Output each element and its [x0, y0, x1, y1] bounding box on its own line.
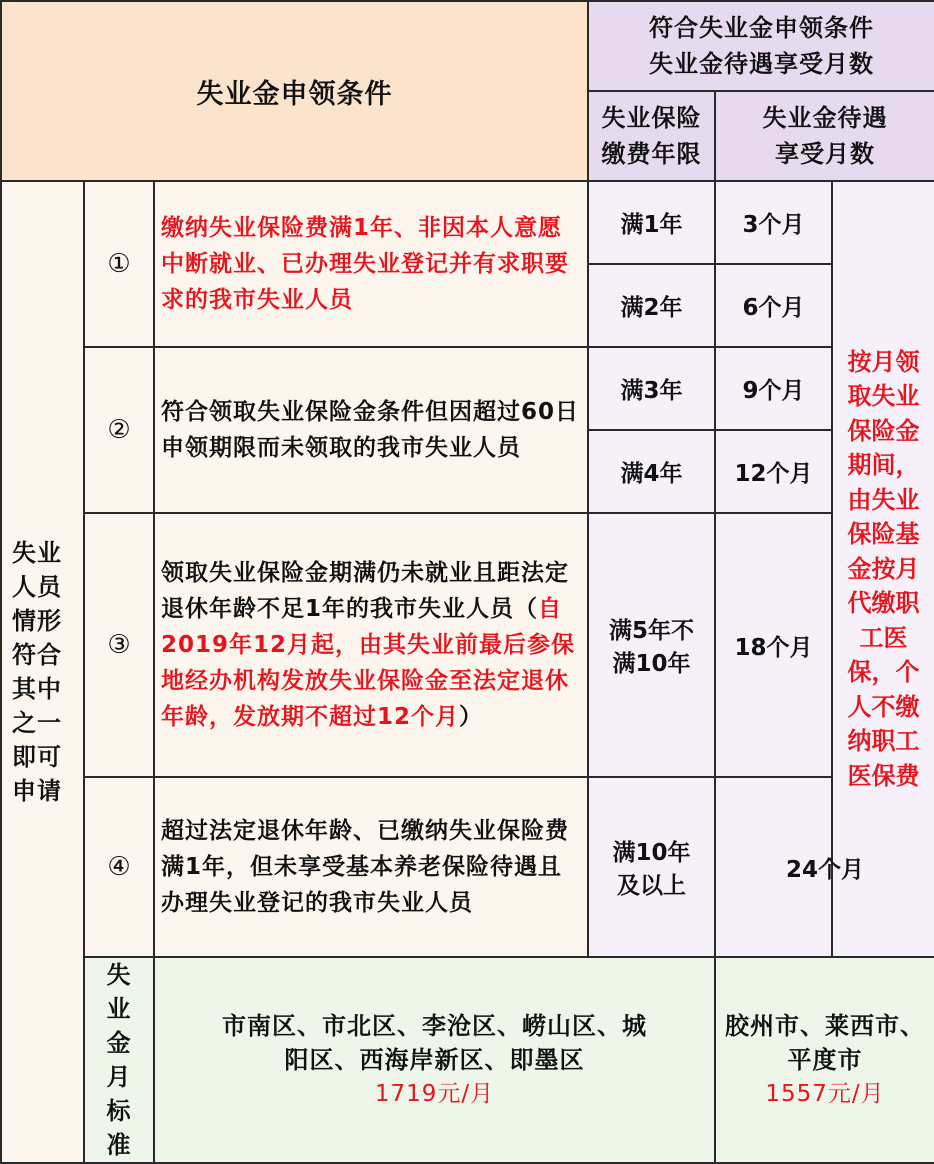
side-label-line: 其中 [12, 675, 62, 703]
note-line: 保，个 [847, 658, 920, 687]
duration-header [588, 1, 934, 91]
note-line: 保险金 [847, 416, 920, 445]
condition-text-tail: ） [459, 704, 484, 730]
note-line: 工医 [859, 623, 908, 652]
years-header-line1: 失业保险 [601, 104, 702, 132]
years-cell [588, 513, 715, 777]
note-line: 纳职工 [847, 727, 920, 756]
years-cell: 满4年 [588, 430, 715, 513]
note-line: 保险基 [847, 520, 920, 549]
months-header-line2: 享受月数 [775, 140, 876, 168]
years-cell: 满2年 [588, 264, 715, 347]
standard-label-line: 金月 [106, 1029, 132, 1091]
standard-label-line: 失业 [106, 961, 132, 1023]
note-line: 按月领 [847, 347, 920, 376]
condition-text [154, 347, 588, 513]
months-cell: 3个月 [715, 181, 832, 264]
side-label-line: 情形 [12, 607, 62, 635]
condition-text [154, 513, 588, 777]
urban-amount: 1719元/月 [374, 1081, 495, 1107]
months-cell: 18个月 [715, 513, 832, 777]
years-cell: 满1年 [588, 181, 715, 264]
note-line: 由失业 [847, 485, 920, 514]
years-line: 及以上 [617, 873, 686, 899]
months-cell: 24个月 [715, 777, 934, 957]
years-cell: 满3年 [588, 347, 715, 430]
note-line: 金按月 [847, 554, 920, 583]
county-amount: 1557元/月 [765, 1081, 885, 1107]
note-line: 人不缴 [847, 692, 920, 721]
side-label-line: 人员 [12, 573, 62, 601]
standard-urban-districts [154, 957, 715, 1163]
side-label-line: 失业 [12, 539, 62, 567]
side-label-line: 即可 [12, 743, 62, 771]
note-line: 医保费 [847, 761, 920, 790]
years-cell [588, 777, 715, 957]
condition-number: ③ [84, 513, 154, 777]
side-label [1, 181, 84, 1163]
note-line: 取失业 [847, 382, 920, 411]
duration-header-line1: 符合失业金申领条件 [649, 14, 875, 42]
years-line: 满5年不 [608, 618, 694, 644]
condition-number: ② [84, 347, 154, 513]
side-label-line: 之一 [12, 709, 62, 737]
months-column-header [715, 91, 934, 181]
urban-regions-line: 市南区、市北区、李沧区、崂山区、城 [222, 1012, 647, 1040]
condition-text-black: 超过法定退休年龄、已缴纳失业保险费满1年，但未享受基本养老保险待遇且办理失业登记的我市失业人员 [161, 818, 569, 916]
condition-text-red: 缴纳失业保险费满1年、非因本人意愿中断就业、已办理失业登记并有求职要求的我市失业人员 [161, 215, 569, 313]
condition-text-red: 自2019年12月起，由其失业前最后参保地经办机构发放失业保险金至法定退休年龄，发放期不超过12个月 [161, 596, 576, 730]
county-regions-line: 胶州市、莱西市、平度市 [725, 1012, 926, 1074]
condition-text [154, 777, 588, 957]
side-label-line: 申请 [12, 777, 62, 805]
condition-text-black: 领取失业保险金期满仍未就业且距法定退休年龄不足1年的我市失业人员（ [161, 560, 569, 622]
note-line: 期间， [847, 451, 920, 480]
note-line: 代缴职 [847, 589, 920, 618]
years-header-line2: 缴费年限 [601, 140, 702, 168]
months-header-line1: 失业金待遇 [762, 104, 888, 132]
side-label-line: 符合 [12, 641, 62, 669]
months-cell: 6个月 [715, 264, 832, 347]
urban-regions-line: 阳区、西海岸新区、即墨区 [284, 1046, 585, 1074]
years-line: 满10年 [612, 651, 691, 677]
years-column-header [588, 91, 715, 181]
duration-header-line2: 失业金待遇享受月数 [649, 50, 875, 78]
standard-label-line: 标准 [106, 1097, 132, 1159]
condition-text-black: 符合领取失业保险金条件但因超过60日申领期限而未领取的我市失业人员 [161, 399, 580, 461]
standard-county-cities [715, 957, 934, 1163]
months-cell: 12个月 [715, 430, 832, 513]
condition-text [154, 181, 588, 347]
standard-label [84, 957, 154, 1163]
years-line: 满10年 [612, 840, 691, 866]
conditions-header: 失业金申领条件 [1, 1, 588, 181]
condition-number: ④ [84, 777, 154, 957]
months-cell: 9个月 [715, 347, 832, 430]
condition-number: ① [84, 181, 154, 347]
